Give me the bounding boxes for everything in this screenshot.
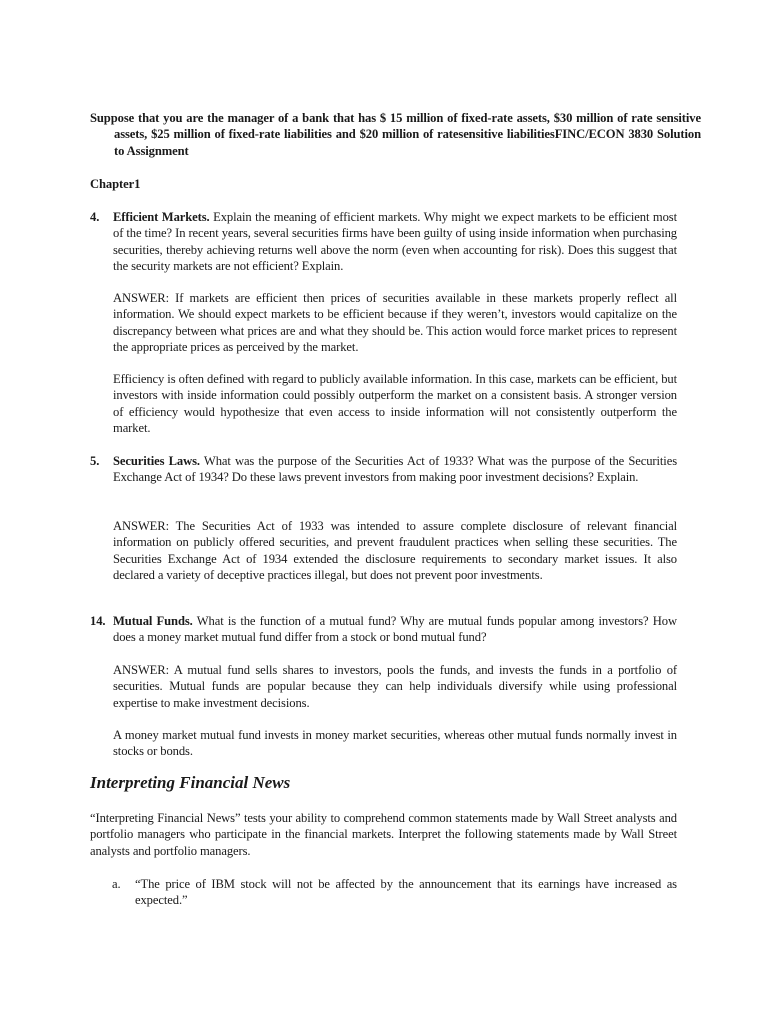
question-text: What was the purpose of the Securities Act of 1933? What was the purpose of the Securities Exchange Act of 1934? Do these laws prevent investors from making poor investment decisions? Explain.	[113, 454, 677, 485]
statement-letter: a.	[112, 877, 121, 891]
answer-paragraph: ANSWER: A mutual fund sells shares to investors, pools the funds, and invests the funds in a portfolio of securities. Mutual funds are popular because they can help individuals diversify while using professional expertise to make investment decisions.	[113, 663, 677, 710]
question-5	[90, 453, 677, 486]
section-intro: “Interpreting Financial News” tests your ability to comprehend common statements made by Wall Street analysts and portfolio managers who participate in the financial markets. Interpret the following statements made by Wall Street analysts and portfolio managers.	[90, 811, 677, 858]
question-title: Securities Laws.	[113, 454, 200, 468]
question-text: Explain the meaning of efficient markets. Why might we expect markets to be efficient most of the time? In recent years, several securities firms have been guilty of using inside information when purchasing securities, thereby achieving returns well above the norm (even when accounting for risk). Does this suggest that the security markets are not efficient? Explain.	[113, 210, 677, 274]
question-body	[113, 209, 677, 275]
section-heading: Interpreting Financial News	[90, 773, 291, 792]
chapter-heading: Chapter1	[90, 177, 141, 191]
question-14	[90, 613, 677, 646]
statement-item	[112, 876, 677, 909]
answer-paragraph: ANSWER: The Securities Act of 1933 was intended to assure complete disclosure of relevant financial information on publicly offered securities, and prevent fraudulent practices when selling these securities. The Securities Exchange Act of 1934 extended the disclosure requirements to secondary market issues. It also declared a variety of deceptive practices illegal, but does not prevent poor investments.	[113, 519, 677, 583]
question-title: Efficient Markets.	[113, 210, 210, 224]
question-number: 5.	[90, 454, 100, 468]
question-number: 14.	[90, 614, 106, 628]
question-body	[113, 453, 677, 486]
intro-paragraph: Suppose that you are the manager of a bank that has $ 15 million of fixed-rate assets, $30 million of rate sensitive assets, $25 million of fixed-rate liabilities and $20 million of ratesensitive liabilitiesFINC/ECON 3830 Solution to Assignment	[90, 111, 701, 158]
question-text: What is the function of a mutual fund? Why are mutual funds popular among investors? How does a money market mutual fund differ from a stock or bond mutual fund?	[113, 614, 677, 645]
answer-paragraph: A money market mutual fund invests in money market securities, whereas other mutual funds normally invest in stocks or bonds.	[113, 728, 677, 759]
answer-paragraph: ANSWER: If markets are efficient then prices of securities available in these markets properly reflect all information. We should expect markets to be efficient because if they weren’t, investors would capitalize on the discrepancy between what prices are and what they should be. This action would force market prices to represent the appropriate prices as perceived by the market.	[113, 291, 677, 355]
question-title: Mutual Funds.	[113, 614, 193, 628]
statement-text: “The price of IBM stock will not be affected by the announcement that its earnings have increased as expected.”	[135, 877, 677, 908]
question-body	[113, 613, 677, 646]
answer-paragraph: Efficiency is often defined with regard to publicly available information. In this case, markets can be efficient, but investors with inside information could possibly outperform the market on a consistent basis. A stronger version of efficiency would hypothesize that even access to inside information will not consistently outperform the market.	[113, 372, 677, 436]
question-number: 4.	[90, 210, 100, 224]
question-4	[90, 209, 677, 275]
